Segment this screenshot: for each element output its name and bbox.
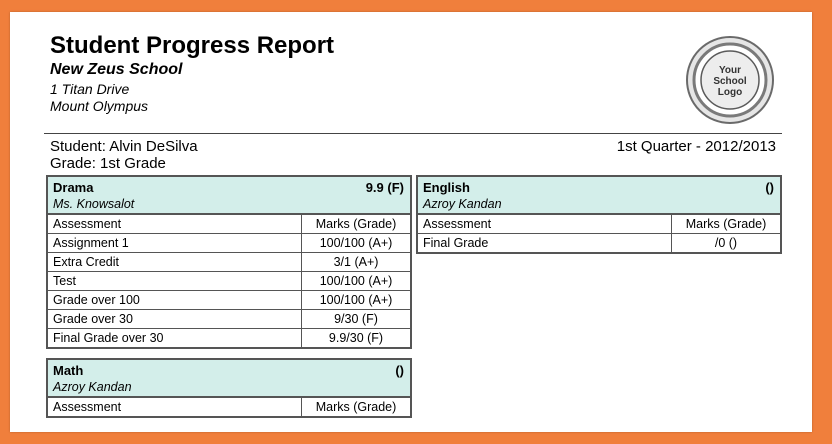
assessment-cell: Final Grade over 30 (48, 329, 302, 348)
table-header-row (48, 398, 411, 417)
table-row (48, 329, 411, 348)
column-header-marks: Marks (Grade) (302, 215, 411, 234)
course-teacher: Azroy Kandan (53, 380, 132, 394)
course-card-math (46, 358, 412, 418)
column-header-assessment: Assessment (48, 398, 302, 417)
course-score: 9.9 (F) (365, 180, 404, 195)
table-header-row (418, 215, 781, 234)
marks-cell: 3/1 (A+) (302, 253, 411, 272)
assessment-cell: Final Grade (418, 234, 672, 253)
column-header-assessment: Assessment (48, 215, 302, 234)
table-row (48, 234, 411, 253)
marks-cell: 100/100 (A+) (302, 272, 411, 291)
course-teacher: Azroy Kandan (423, 197, 502, 211)
table-row (48, 272, 411, 291)
table-header-row (48, 215, 411, 234)
course-card-drama (46, 175, 412, 349)
table-row (48, 253, 411, 272)
assessment-cell: Grade over 100 (48, 291, 302, 310)
header-divider (44, 133, 782, 134)
table-row (48, 310, 411, 329)
course-name: English (423, 180, 470, 195)
table-row (418, 234, 781, 253)
assessment-cell: Grade over 30 (48, 310, 302, 329)
svg-text:Your: Your (718, 65, 742, 76)
course-teacher: Ms. Knowsalot (53, 197, 135, 211)
svg-text:Logo: Logo (717, 87, 743, 98)
marks-cell: 9/30 (F) (302, 310, 411, 329)
report-sheet (10, 12, 812, 432)
assessment-table (47, 214, 411, 348)
address-line-1: 1 Titan Drive (50, 81, 130, 97)
course-name: Drama (53, 180, 94, 195)
course-score: () (395, 363, 404, 378)
assessment-table (417, 214, 781, 253)
course-header (47, 359, 411, 397)
student-name: Student: Alvin DeSilva (50, 138, 198, 155)
course-name: Math (53, 363, 84, 378)
course-card-english (416, 175, 782, 254)
table-row (48, 291, 411, 310)
student-grade: Grade: 1st Grade (50, 155, 166, 172)
column-header-assessment: Assessment (418, 215, 672, 234)
marks-cell: 100/100 (A+) (302, 291, 411, 310)
assessment-cell: Extra Credit (48, 253, 302, 272)
assessment-cell: Test (48, 272, 302, 291)
course-header (47, 176, 411, 214)
marks-cell: /0 () (672, 234, 781, 253)
assessment-table (47, 397, 411, 417)
column-header-marks: Marks (Grade) (672, 215, 781, 234)
course-header (417, 176, 781, 214)
assessment-cell: Assignment 1 (48, 234, 302, 253)
course-score: () (765, 180, 774, 195)
address-line-2: Mount Olympus (50, 98, 149, 114)
column-header-marks: Marks (Grade) (302, 398, 411, 417)
svg-text:School: School (713, 76, 747, 87)
school-logo-seal (685, 35, 775, 125)
school-name: New Zeus School (50, 61, 183, 78)
marks-cell: 9.9/30 (F) (302, 329, 411, 348)
marks-cell: 100/100 (A+) (302, 234, 411, 253)
report-title: Student Progress Report (50, 32, 335, 59)
term-label: 1st Quarter - 2012/2013 (616, 138, 776, 155)
